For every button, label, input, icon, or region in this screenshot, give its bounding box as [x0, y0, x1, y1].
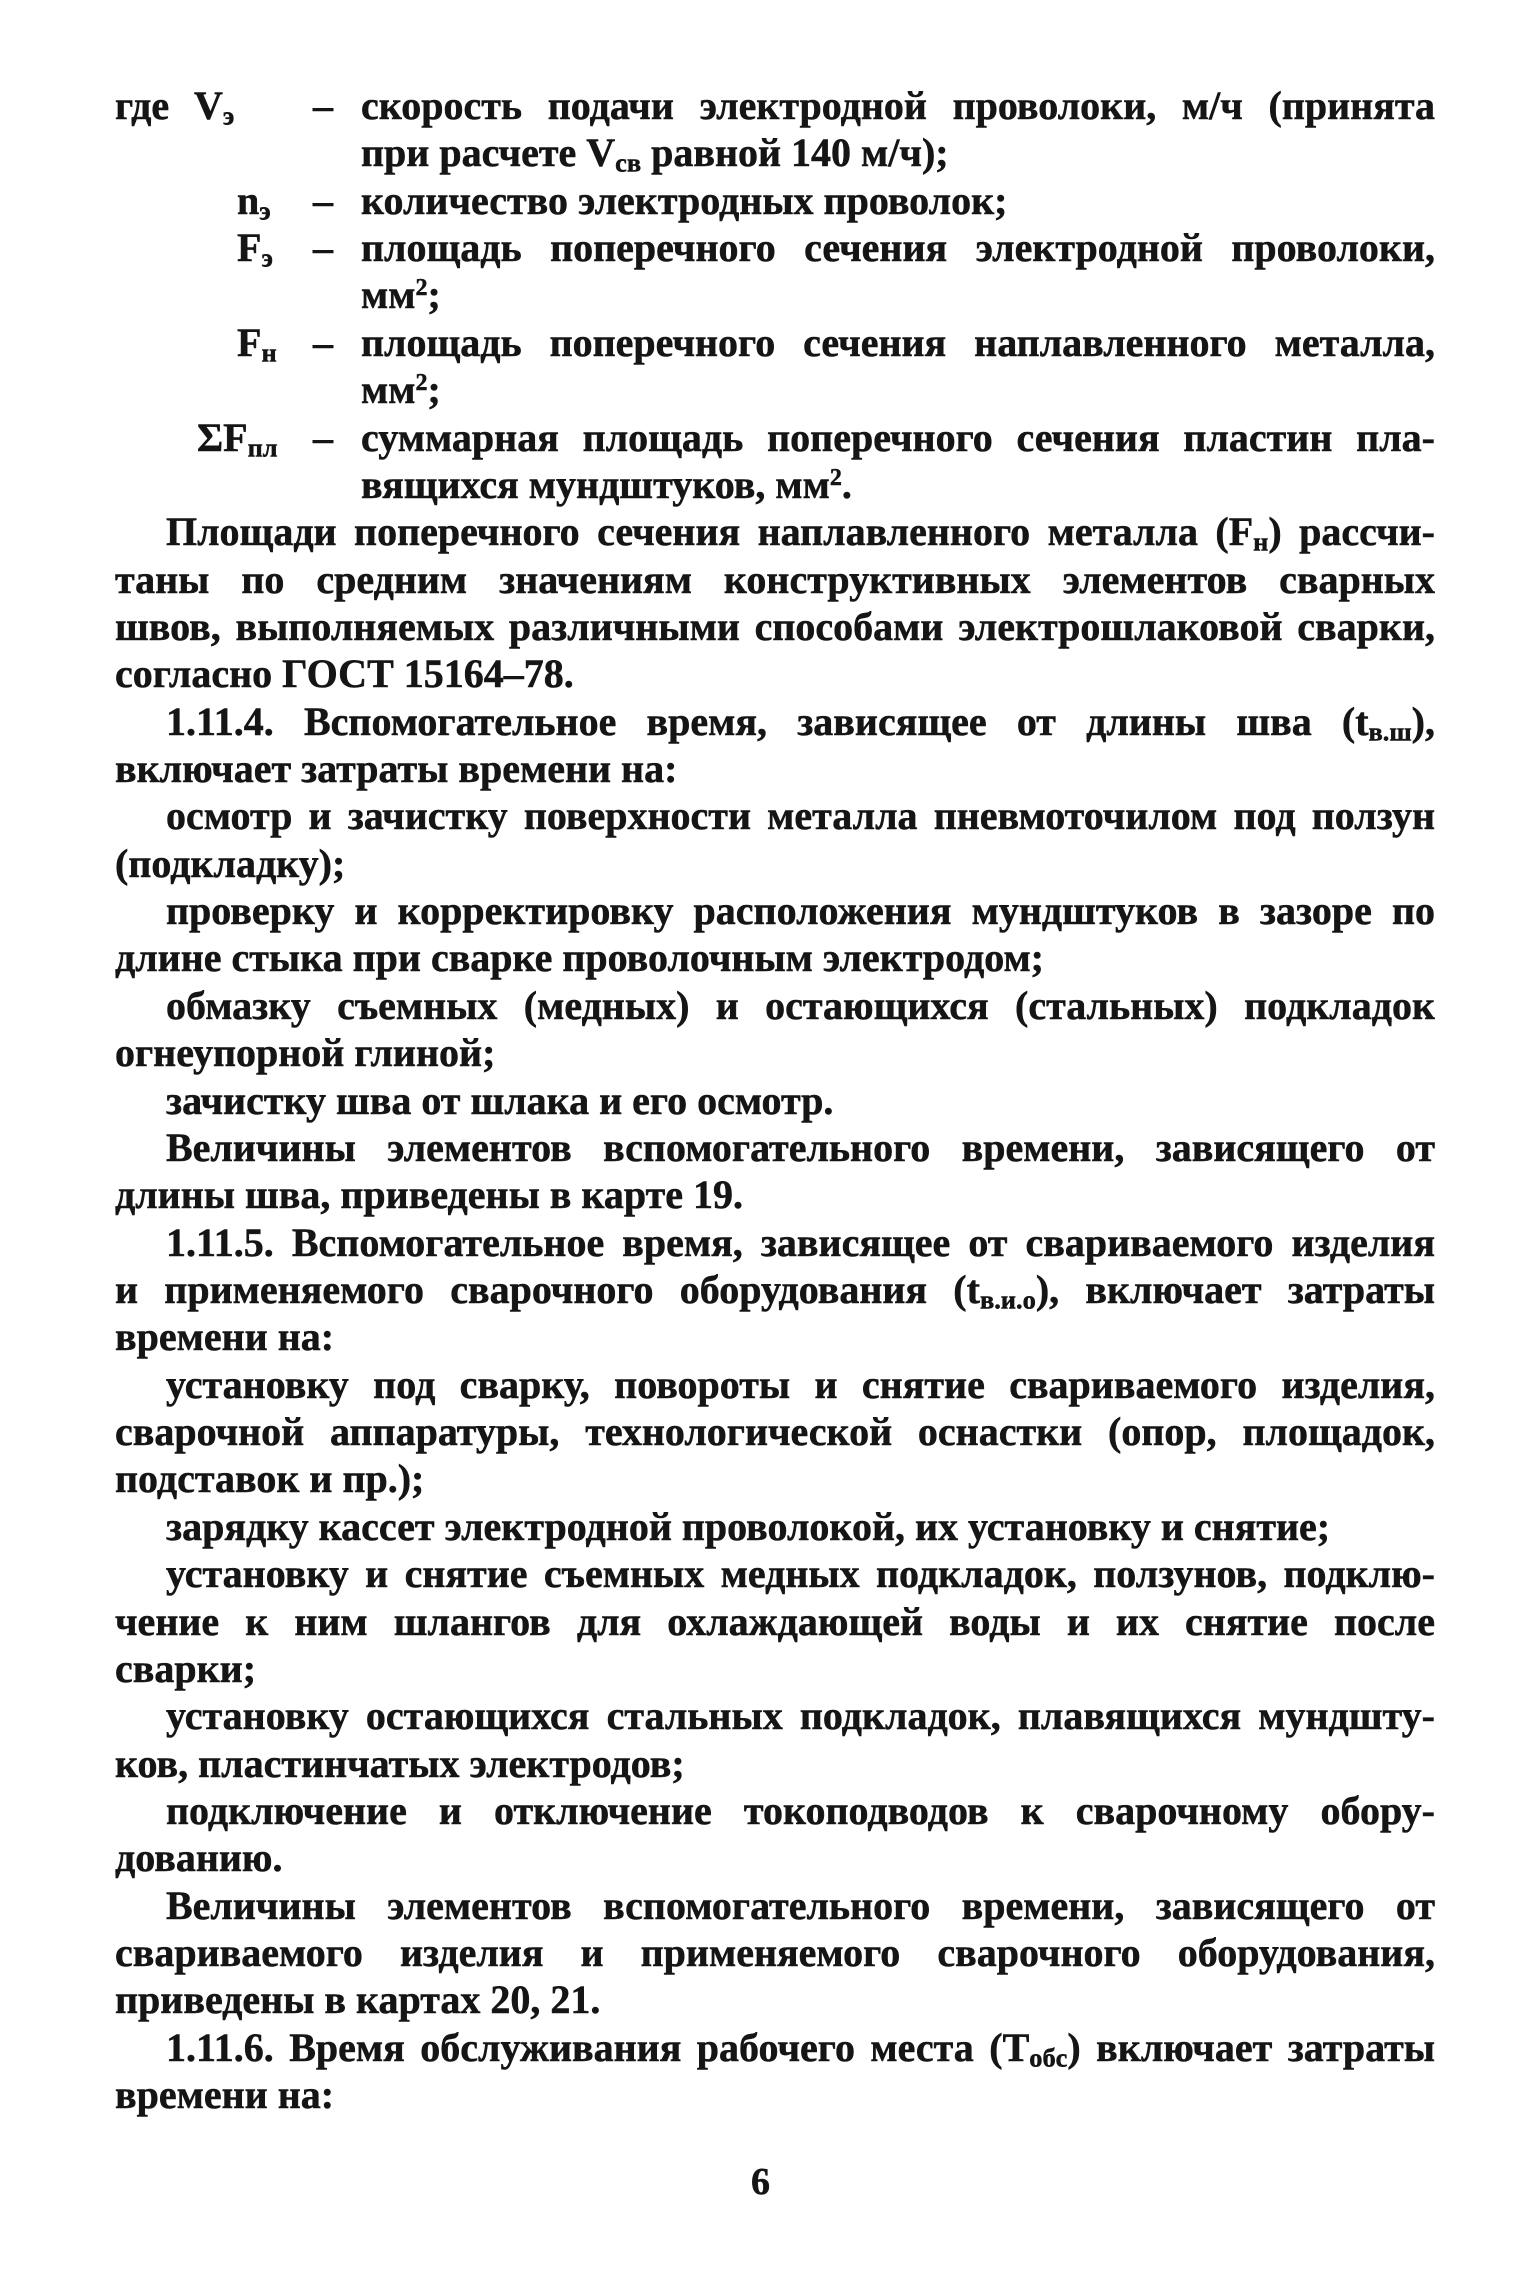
definition-dash: – — [313, 225, 333, 271]
symbol-f-e — [237, 224, 273, 271]
text-fragment: 1.11.4. Вспомогательное время, зависящее от длины шва (t — [166, 698, 1369, 744]
text-line: подставок и пр.); — [115, 1456, 425, 1502]
paragraph-list-item — [115, 1361, 1435, 1503]
definition-row-deposited-section — [115, 319, 1435, 414]
where-word: где — [115, 83, 170, 128]
text-line — [361, 271, 1435, 318]
page-text-column — [115, 82, 1435, 2118]
text-line: согласно ГОСТ 15164–78. — [115, 651, 574, 697]
text-line: таны по средним значениям конструктивных элементов сварных — [115, 556, 1435, 602]
paragraph-list-item — [115, 1503, 1435, 1550]
text-line: установку и снятие съемных медных подкладок, ползунов, подклю- — [166, 1551, 1435, 1597]
text-line: количество электродных проволок; — [361, 177, 1008, 223]
text-fragment: Площади поперечного сечения наплавленного металла (F — [166, 509, 1254, 555]
text-fragment: ), включает затраты — [1035, 1266, 1435, 1312]
subscript: пл — [247, 431, 278, 462]
text-fragment: ), — [1411, 698, 1435, 744]
definition-row-plates-section — [115, 414, 1435, 509]
text-fragment: ) рассчи- — [1268, 509, 1435, 555]
text-line: швов, выполняемых различными способами электрошлаковой сварки, — [115, 603, 1435, 649]
subscript: обс — [1029, 2042, 1068, 2072]
subscript: э — [261, 242, 273, 273]
symbol-letter: F — [237, 319, 262, 365]
definition-row-wire-section — [115, 224, 1435, 319]
definition-row-wire-count — [115, 177, 1435, 224]
paragraph-reference-cards-20-21 — [115, 1882, 1435, 2024]
subscript: св — [615, 147, 642, 177]
definition-dash: – — [313, 177, 333, 223]
paragraph-list-item — [115, 1077, 1435, 1124]
definition-term — [115, 82, 313, 129]
text-fragment: вящихся мундштуков, мм — [361, 461, 830, 507]
text-line: (подкладку); — [115, 840, 346, 886]
symbol-letter: V — [194, 83, 223, 128]
text-line — [115, 698, 1435, 745]
paragraph-list-item — [115, 1692, 1435, 1787]
paragraph-deposited-metal-areas — [115, 508, 1435, 697]
paragraph-list-item — [115, 792, 1435, 887]
definition-text — [361, 414, 1435, 509]
text-line: чение к ним шлангов для охлаждающей воды и их снятие после — [115, 1598, 1435, 1644]
symbol-v-e — [194, 82, 234, 129]
symbol-letter: F — [237, 225, 262, 271]
text-line: подключение и отключение токоподводов к сварочному обору- — [166, 1787, 1435, 1833]
text-line: обмазку съемных (медных) и остающихся (стальных) подкладок — [166, 982, 1435, 1028]
text-line: площадь поперечного сечения наплавленного металла, — [361, 319, 1435, 365]
text-fragment: при расчете V — [361, 130, 616, 176]
definition-dash: – — [313, 414, 333, 460]
paragraph-section-1-11-6 — [115, 2024, 1435, 2119]
text-line — [115, 1266, 1435, 1313]
text-line: включает затраты времени на: — [115, 746, 678, 792]
text-line: суммарная площадь поперечного сечения пластин пла- — [361, 414, 1435, 460]
definition-text — [361, 319, 1435, 414]
symbol-sigma-f-pl — [197, 414, 278, 461]
text-line: зарядку кассет электродной проволокой, их установку и снятие; — [166, 1503, 1331, 1549]
text-line: приведены в картах 20, 21. — [115, 1977, 601, 2023]
text-fragment: ; — [427, 367, 441, 413]
text-line: длине стыка при сварке проволочным электродом; — [115, 935, 1045, 981]
subscript: в.и.о — [979, 1284, 1036, 1314]
superscript: 2 — [415, 369, 428, 396]
text-line: огнеупорной глиной; — [115, 1030, 496, 1076]
text-line: длины шва, приведены в карте 19. — [115, 1172, 743, 1218]
definition-text — [361, 177, 1435, 224]
text-line — [361, 366, 1435, 413]
definition-term — [115, 414, 313, 461]
definition-text — [361, 224, 1435, 319]
page-number: 6 — [751, 2161, 770, 2203]
text-line: времени на: — [115, 1314, 335, 1360]
symbol-letter: ΣF — [197, 414, 248, 460]
text-line: зачистку шва от шлака и его осмотр. — [166, 1077, 834, 1123]
text-line: проверку и корректировку расположения мундштуков в зазоре по — [166, 888, 1435, 934]
symbol-letter: n — [237, 177, 260, 223]
subscript: в.ш — [1368, 715, 1412, 746]
definition-term — [115, 224, 313, 271]
definition-text — [361, 82, 1435, 177]
paragraph-section-1-11-5 — [115, 1219, 1435, 1361]
text-line: сварки; — [115, 1645, 257, 1691]
symbol-n-e — [237, 177, 271, 224]
paragraph-list-item — [115, 887, 1435, 982]
text-line: ков, пластинчатых электродов; — [115, 1740, 685, 1786]
text-line: Величины элементов вспомогательного времени, зависящего от — [166, 1124, 1435, 1170]
text-line: сварочной аппаратуры, технологической оснастки (опор, площадок, — [115, 1409, 1435, 1455]
text-line: осмотр и зачистку поверхности металла пневмоточилом под ползун — [166, 793, 1435, 839]
text-line: установку под сварку, повороты и снятие свариваемого изделия, — [166, 1361, 1435, 1407]
text-fragment: мм — [361, 367, 416, 413]
text-fragment: и применяемого сварочного оборудования (t — [115, 1266, 980, 1312]
text-line: установку остающихся стальных подкладок, плавящихся мундшту- — [166, 1693, 1435, 1739]
definition-row-electrode-feed-speed — [115, 82, 1435, 177]
definition-term — [115, 177, 313, 224]
text-line: дованию. — [115, 1835, 283, 1881]
text-line — [361, 129, 1435, 176]
text-line: времени на: — [115, 2072, 335, 2118]
paragraph-list-item — [115, 982, 1435, 1077]
text-fragment: равной 140 м/ч); — [641, 130, 949, 176]
superscript: 2 — [829, 464, 842, 491]
definition-dash: – — [313, 83, 333, 128]
text-line — [361, 461, 1435, 508]
definition-dash: – — [313, 319, 333, 365]
subscript: э — [259, 194, 271, 225]
paragraph-list-item — [115, 1550, 1435, 1692]
text-line: площадь поперечного сечения электродной проволоки, — [361, 225, 1435, 271]
subscript: н — [261, 337, 277, 368]
subscript: н — [1253, 526, 1269, 556]
text-fragment: ; — [427, 272, 441, 318]
text-fragment: мм — [361, 272, 416, 318]
superscript: 2 — [415, 275, 428, 302]
text-line: свариваемого изделия и применяемого сварочного оборудования, — [115, 1930, 1435, 1976]
subscript: э — [222, 100, 235, 131]
text-line — [115, 508, 1435, 555]
paragraph-section-1-11-4 — [115, 698, 1435, 793]
text-fragment: 1.11.6. Время обслуживания рабочего места (T — [166, 2024, 1030, 2070]
definition-term — [115, 319, 313, 366]
text-line: скорость подачи электродной проволоки, м/ч (принята — [361, 83, 1435, 128]
symbol-f-n — [237, 319, 277, 366]
paragraph-list-item — [115, 1787, 1435, 1882]
text-fragment: ) включает затраты — [1067, 2024, 1435, 2070]
text-fragment: . — [841, 461, 852, 507]
text-line: 1.11.5. Вспомогательное время, зависящее от свариваемого изделия — [166, 1219, 1435, 1265]
paragraph-reference-card-19 — [115, 1124, 1435, 1219]
text-line — [115, 2024, 1435, 2071]
text-line: Величины элементов вспомогательного времени, зависящего от — [166, 1882, 1435, 1928]
